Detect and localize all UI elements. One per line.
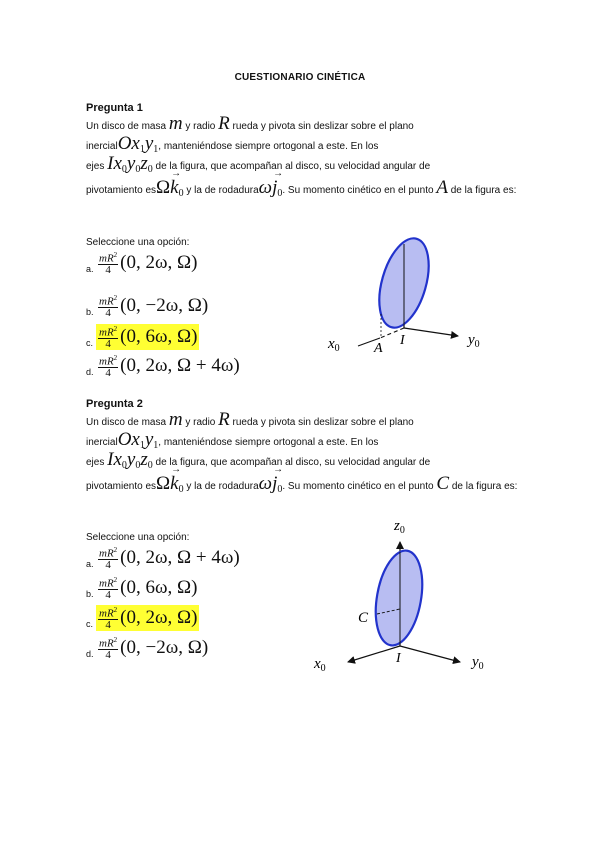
- option-expression: $\frac{mR^2}{4}$ (0, −2ω, Ω): [99, 293, 209, 320]
- option-expression: $\frac{mR^2}{4}$ (0, 2ω, Ω): [99, 250, 198, 277]
- statement-line: $inercialOx_1y_1$, manteniéndose siempre ortogonal a este. En los: [86, 429, 379, 451]
- contact-point-label: I: [396, 651, 401, 666]
- option-expression-highlighted: $\frac{mR^2}{4}$ (0, 6ω, Ω): [96, 324, 199, 351]
- point-C-label: C: [358, 610, 369, 626]
- q2-option-b[interactable]: b. $\frac{mR^2}{4}$ (0, 6ω, Ω): [86, 575, 198, 602]
- option-expression: $\frac{mR^2}{4}$ (0, 6ω, Ω): [99, 575, 198, 602]
- x0-label: $x_0$: [328, 336, 340, 354]
- statement-line: $inercialOx_1y_1$, manteniéndose siempre ortogonal a este. En los: [86, 133, 379, 155]
- option-expression: $\frac{mR^2}{4}$ (0, 2ω, Ω + 4ω): [99, 545, 240, 572]
- q1-option-a[interactable]: a. $\frac{mR^2}{4}$ (0, 2ω, Ω): [86, 250, 198, 277]
- y0-label: $y_0$: [472, 654, 484, 672]
- question-2-figure: [306, 512, 502, 674]
- question-1-statement: [86, 113, 526, 199]
- question-2-statement: [86, 409, 526, 495]
- x-axis: [348, 646, 400, 662]
- q2-option-d[interactable]: d. $\frac{mR^2}{4}$ (0, −2ω, Ω): [86, 635, 209, 662]
- q1-option-b[interactable]: b. $\frac{mR^2}{4}$ (0, −2ω, Ω): [86, 293, 209, 320]
- option-expression: $\frac{mR^2}{4}$ (0, −2ω, Ω): [99, 635, 209, 662]
- statement-line: ejes $Ix_0y_0z_0$ de la figura, que acompañan al disco, su velocidad angular de: [86, 449, 431, 471]
- y-axis: [404, 328, 458, 336]
- z0-label: $z_0$: [394, 518, 405, 536]
- select-option-label: Seleccione una opción:: [86, 532, 190, 543]
- question-1-heading: Pregunta 1: [86, 102, 143, 114]
- statement-line: ejes $Ix_0y_0z_0$ de la figura, que acompañan al disco, su velocidad angular de: [86, 153, 431, 175]
- statement-line: Un disco de masa m y radio R rueda y pivota sin deslizar sobre el plano: [86, 409, 414, 430]
- select-option-label: Seleccione una opción:: [86, 237, 190, 248]
- question-2-heading: Pregunta 2: [86, 398, 143, 410]
- q1-option-c[interactable]: c. $\frac{mR^2}{4}$ (0, 6ω, Ω): [86, 324, 198, 351]
- page-title: CUESTIONARIO CINÉTICA: [234, 72, 366, 83]
- disc: [369, 547, 429, 649]
- contact-point-label: I: [400, 333, 405, 348]
- point-A-label: A: [374, 341, 383, 356]
- option-expression-highlighted: $\frac{mR^2}{4}$ (0, 2ω, Ω): [96, 605, 199, 632]
- y-axis: [400, 646, 460, 662]
- option-expression: $\frac{mR^2}{4}$ (0, 2ω, Ω + 4ω): [99, 353, 240, 380]
- statement-line: pivotamiento esΩ→ k0 y la de rodaduraω→ j0. Su momento cinético en el punto A de la figura es:: [86, 183, 526, 199]
- statement-line: Un disco de masa m y radio R rueda y pivota sin deslizar sobre el plano: [86, 113, 414, 134]
- question-1-figure: [320, 236, 500, 360]
- statement-line: pivotamiento esΩ→ k0 y la de rodaduraω→ j0. Su momento cinético en el punto C de la figura es:: [86, 479, 526, 495]
- q1-option-d[interactable]: d. $\frac{mR^2}{4}$ (0, 2ω, Ω + 4ω): [86, 353, 240, 380]
- x0-label: $x_0$: [314, 656, 326, 674]
- y0-label: $y_0$: [468, 332, 480, 350]
- q2-option-c[interactable]: c. $\frac{mR^2}{4}$ (0, 2ω, Ω): [86, 605, 198, 632]
- q2-option-a[interactable]: a. $\frac{mR^2}{4}$ (0, 2ω, Ω + 4ω): [86, 545, 240, 572]
